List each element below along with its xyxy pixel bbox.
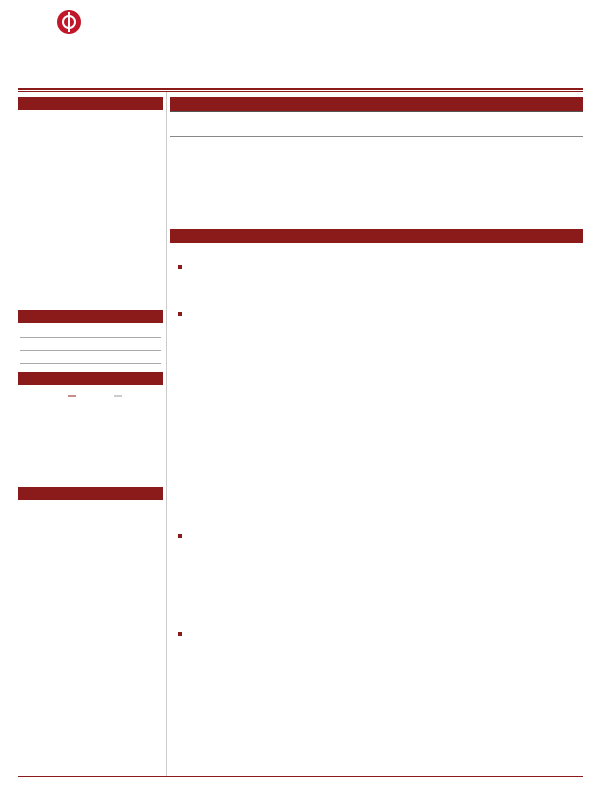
key-companies-bar [170, 97, 583, 111]
logo-icon [57, 10, 81, 34]
trend-bar [18, 372, 163, 385]
trend-chart [18, 387, 163, 472]
col-price-unit [208, 124, 246, 137]
year-header [320, 124, 358, 137]
bullet-icon [178, 265, 182, 269]
key-companies-table [170, 111, 583, 136]
year-header [283, 124, 321, 137]
stat-divider [20, 350, 161, 351]
rating-bar [18, 97, 163, 110]
bullet-icon [178, 312, 182, 316]
table-header-rule [170, 136, 583, 137]
header-divider [18, 88, 583, 90]
col-price-header [208, 111, 246, 124]
year-header [433, 124, 471, 137]
header-divider-thin [18, 91, 583, 92]
col-rating-header [545, 111, 583, 136]
col-eps-header [245, 111, 395, 124]
company-logo [57, 10, 86, 34]
year-header [395, 124, 433, 137]
bullet-icon [178, 632, 182, 636]
page-header [0, 0, 600, 60]
bullet-icon [178, 534, 182, 538]
weekly-bar [170, 229, 583, 243]
col-pe-header [395, 111, 545, 124]
year-header [508, 124, 546, 137]
col-name-header [170, 111, 208, 136]
footer-divider [18, 776, 583, 777]
stat-divider [20, 337, 161, 338]
year-header [470, 124, 508, 137]
year-header [358, 124, 396, 137]
year-header [245, 124, 283, 137]
column-divider [166, 92, 167, 776]
related-reports-bar [18, 487, 163, 500]
stat-divider [20, 363, 161, 364]
basic-status-bar [18, 310, 163, 323]
